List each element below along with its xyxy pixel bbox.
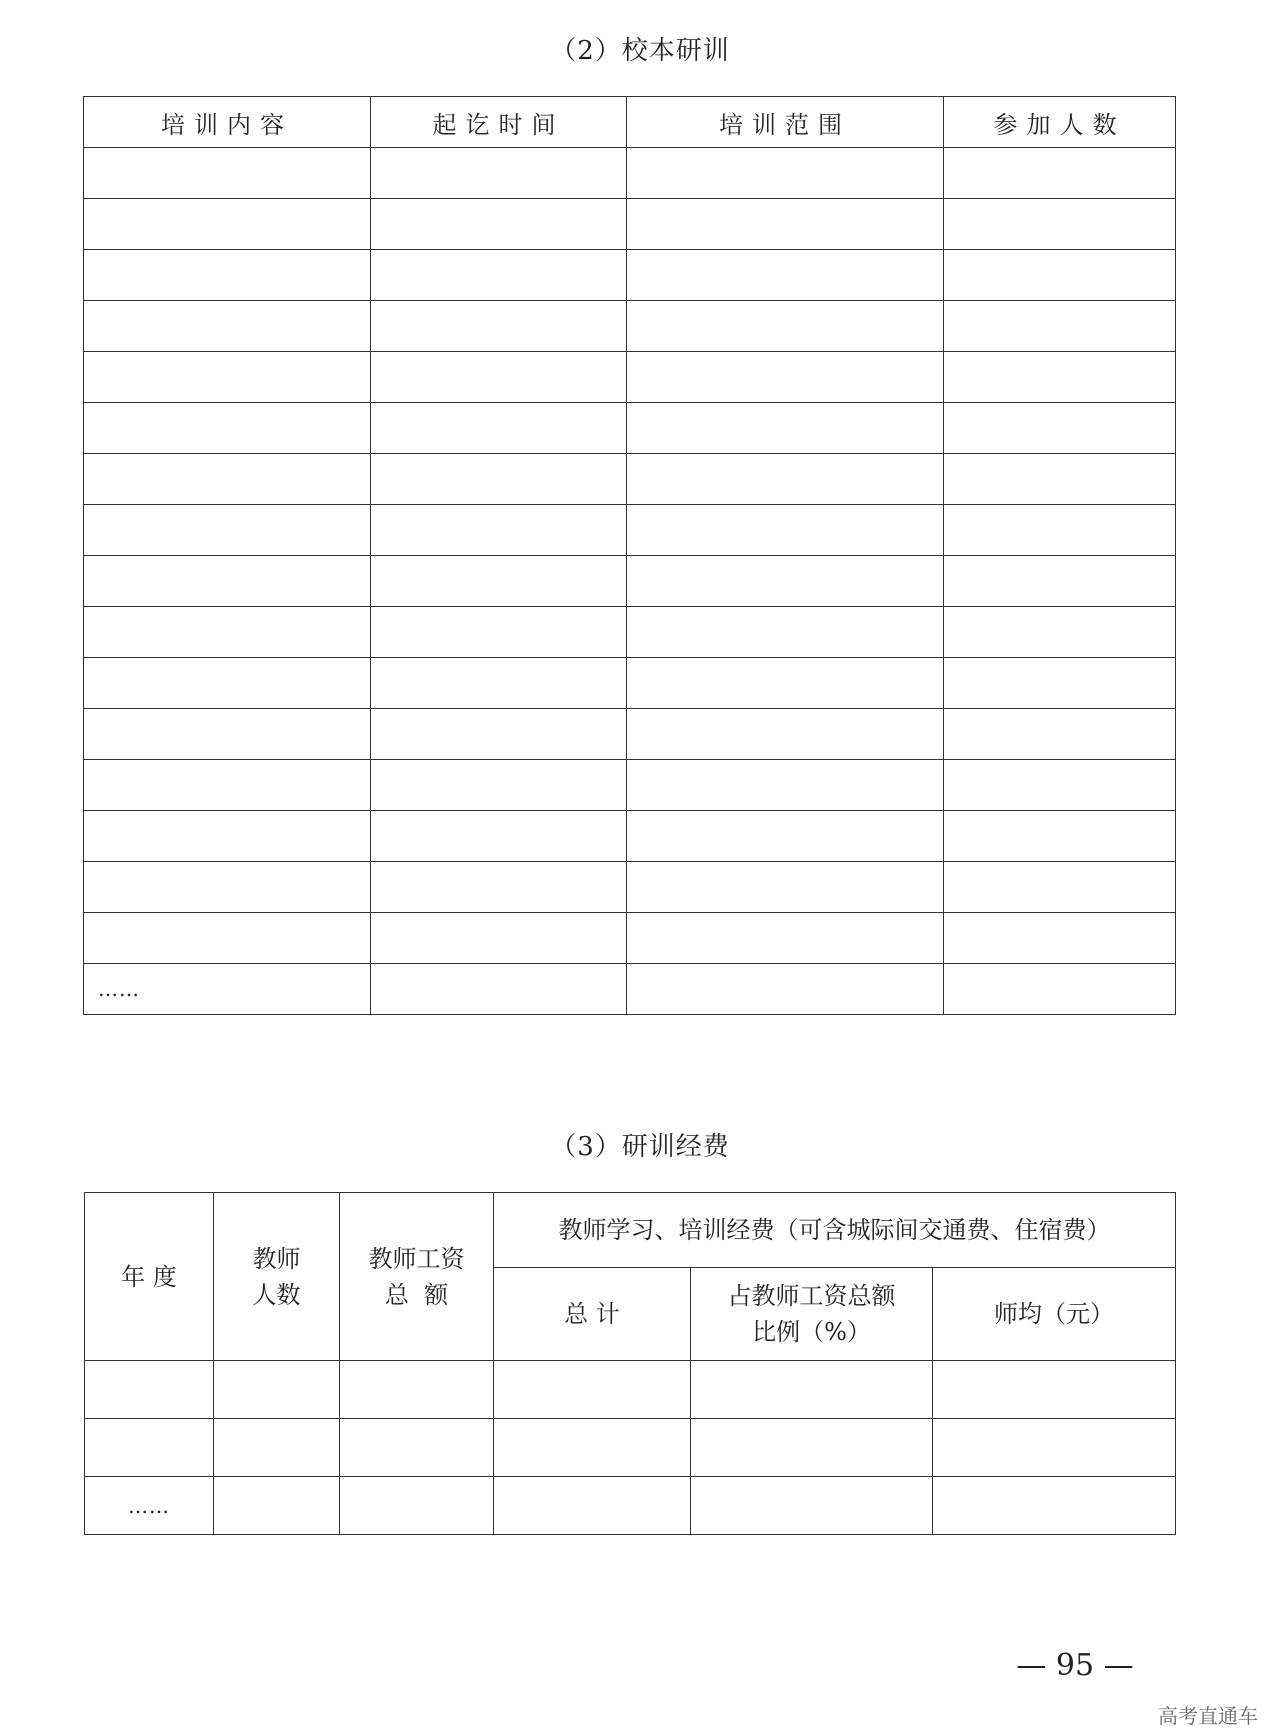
table-cell	[627, 148, 944, 199]
table-cell	[627, 913, 944, 964]
table-row	[84, 709, 1176, 760]
table-cell	[371, 607, 627, 658]
table-cell	[944, 811, 1176, 862]
table-cell	[691, 1419, 933, 1477]
table-cell	[85, 1419, 214, 1477]
header-salary-total: 教师工资 总 额	[340, 1193, 494, 1361]
table-row	[85, 1419, 1176, 1477]
table-row	[85, 1361, 1176, 1419]
table-cell	[371, 556, 627, 607]
table-cell	[944, 862, 1176, 913]
table-cell	[933, 1419, 1176, 1477]
table-row	[84, 658, 1176, 709]
table-cell	[371, 505, 627, 556]
school-training-table	[83, 96, 1176, 1015]
table-cell	[84, 148, 371, 199]
table-cell	[944, 250, 1176, 301]
table-header-row	[85, 1193, 1176, 1268]
table-cell	[371, 301, 627, 352]
table-cell	[944, 607, 1176, 658]
table-cell	[84, 913, 371, 964]
header-teacher-count: 教师 人数	[214, 1193, 340, 1361]
table-row	[84, 913, 1176, 964]
continuation-ellipsis: ……	[85, 1477, 214, 1535]
table-cell	[84, 862, 371, 913]
table-cell	[944, 148, 1176, 199]
table-cell	[84, 607, 371, 658]
continuation-ellipsis: ……	[84, 964, 371, 1015]
table-cell	[494, 1419, 691, 1477]
table-cell	[944, 199, 1176, 250]
table-cell	[371, 862, 627, 913]
page-number: — 95 —	[1016, 1648, 1134, 1683]
table-cell	[371, 352, 627, 403]
table-row	[84, 403, 1176, 454]
table-cell	[944, 403, 1176, 454]
table-row	[84, 505, 1176, 556]
table-row	[84, 352, 1176, 403]
table-cell	[627, 709, 944, 760]
table-cell	[84, 454, 371, 505]
table-cell	[371, 709, 627, 760]
header-training-scope: 培训范围	[627, 97, 944, 148]
table-cell	[84, 658, 371, 709]
table-row	[84, 301, 1176, 352]
table-cell	[371, 148, 627, 199]
table-cell	[627, 454, 944, 505]
table-cell	[84, 352, 371, 403]
table-cell	[627, 505, 944, 556]
table-cell	[627, 811, 944, 862]
table-row	[84, 964, 1176, 1015]
watermark-text: 高考直通车	[1158, 1704, 1258, 1728]
header-funds-group: 教师学习、培训经费（可含城际间交通费、住宿费）	[494, 1193, 1176, 1268]
table-row	[84, 199, 1176, 250]
table-cell	[371, 760, 627, 811]
table-cell	[627, 658, 944, 709]
header-participant-count: 参加人数	[944, 97, 1176, 148]
table-cell	[340, 1419, 494, 1477]
table-row	[84, 454, 1176, 505]
table-cell	[214, 1419, 340, 1477]
table-cell	[340, 1477, 494, 1535]
table-cell	[627, 964, 944, 1015]
table-cell	[627, 760, 944, 811]
table-cell	[84, 301, 371, 352]
header-time-period: 起讫时间	[371, 97, 627, 148]
table-cell	[84, 709, 371, 760]
table-row	[84, 556, 1176, 607]
table-cell	[371, 454, 627, 505]
table-cell	[627, 301, 944, 352]
table-cell	[371, 403, 627, 454]
table-cell	[84, 505, 371, 556]
table-cell	[371, 250, 627, 301]
training-funds-table	[84, 1192, 1176, 1535]
table-cell	[84, 250, 371, 301]
table-cell	[627, 199, 944, 250]
table-cell	[627, 556, 944, 607]
table-cell	[933, 1361, 1176, 1419]
table-cell	[371, 811, 627, 862]
table-cell	[944, 658, 1176, 709]
table-cell	[627, 250, 944, 301]
table-row	[84, 607, 1176, 658]
table-cell	[84, 403, 371, 454]
table-cell	[944, 301, 1176, 352]
section-title-school-training: （2）校本研训	[550, 36, 730, 66]
table-cell	[627, 862, 944, 913]
table-cell	[627, 352, 944, 403]
table-cell	[371, 199, 627, 250]
table-row	[84, 862, 1176, 913]
header-training-content: 培训内容	[84, 97, 371, 148]
table-cell	[691, 1361, 933, 1419]
table-row	[84, 811, 1176, 862]
table-cell	[494, 1477, 691, 1535]
table-cell	[944, 352, 1176, 403]
table-row	[84, 760, 1176, 811]
table-cell	[84, 556, 371, 607]
table-row	[84, 148, 1176, 199]
table-cell	[944, 760, 1176, 811]
table-cell	[933, 1477, 1176, 1535]
table-row	[85, 1477, 1176, 1535]
table-header-row	[84, 97, 1176, 148]
table-cell	[944, 913, 1176, 964]
table-cell	[944, 454, 1176, 505]
table-cell	[494, 1361, 691, 1419]
table-row	[84, 250, 1176, 301]
table-cell	[84, 811, 371, 862]
table-cell	[944, 709, 1176, 760]
table-cell	[214, 1477, 340, 1535]
table-cell	[944, 964, 1176, 1015]
table-cell	[371, 964, 627, 1015]
table-cell	[84, 199, 371, 250]
table-cell	[627, 607, 944, 658]
table-cell	[340, 1361, 494, 1419]
table-cell	[371, 913, 627, 964]
table-cell	[85, 1361, 214, 1419]
table-cell	[691, 1477, 933, 1535]
header-total: 总 计	[494, 1268, 691, 1361]
table-cell	[214, 1361, 340, 1419]
table-cell	[944, 556, 1176, 607]
section-title-training-funds: （3）研训经费	[550, 1132, 730, 1162]
header-ratio: 占教师工资总额 比例（%）	[691, 1268, 933, 1361]
table-cell	[944, 505, 1176, 556]
header-per-teacher: 师均（元）	[933, 1268, 1176, 1361]
table-cell	[627, 403, 944, 454]
table-cell	[371, 658, 627, 709]
header-year: 年 度	[85, 1193, 214, 1361]
table-cell	[84, 760, 371, 811]
